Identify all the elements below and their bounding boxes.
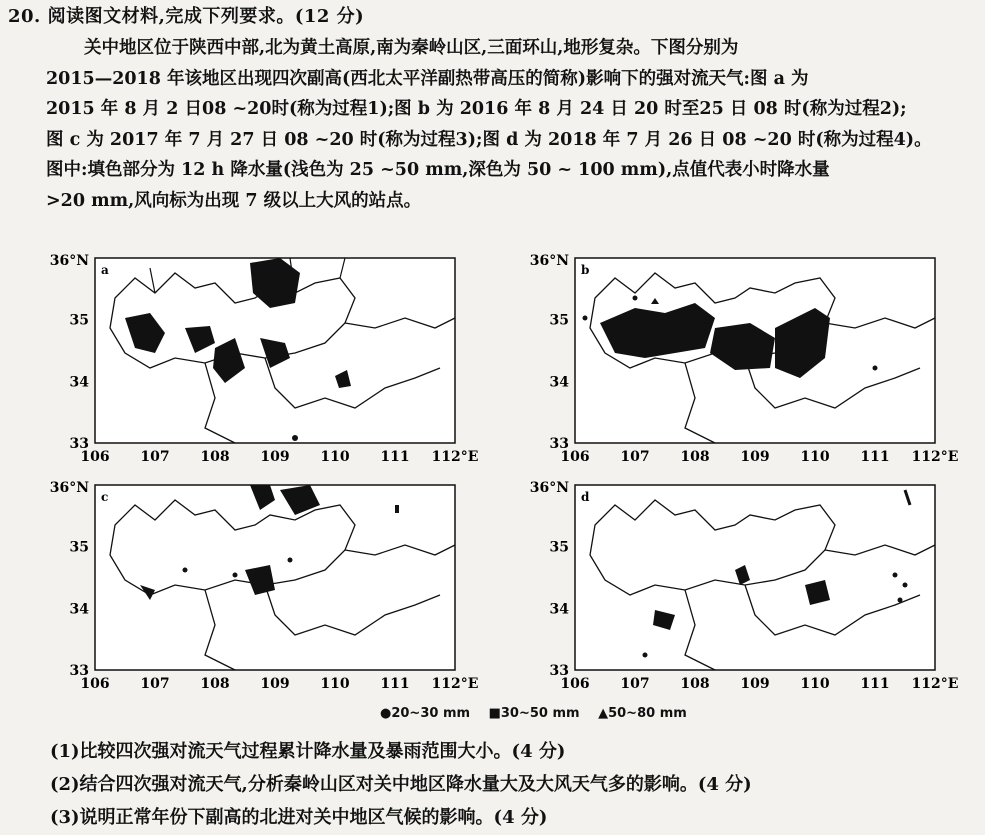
y-tick-label: 34 [549,374,569,391]
subquestion-3: (3)说明正常年份下副高的北进对关中地区气候的影响。(4 分) [50,807,548,828]
x-tick-label: 111 [380,449,410,465]
svg-text:b: b [581,263,590,277]
svg-text:d: d [581,490,590,504]
x-tick-label: 111 [380,676,410,692]
y-tick-label: 34 [69,374,89,391]
x-tick-label: 110 [320,676,350,692]
map-panel-a [95,258,455,443]
y-tick-label: 36°N [49,480,89,496]
map-panel-d [575,485,935,670]
x-tick-label: 106 [80,449,110,465]
y-tick-label: 34 [69,601,89,618]
y-tick-label: 36°N [49,253,89,269]
x-tick-label: 107 [140,449,170,465]
x-tick-label: 108 [200,676,230,692]
paragraph-line: 2015—2018 年该地区出现四次副高(西北太平洋副热带高压的简称)影响下的强对流天气:图 a 为 [46,68,809,89]
legend-item: ■30~50 mm [488,706,580,721]
x-tick-label: 112°E [431,449,479,465]
y-tick-label: 34 [549,601,569,618]
x-tick-label: 108 [680,449,710,465]
y-tick-label: 35 [549,312,569,329]
y-tick-label: 33 [69,663,89,679]
question-paragraph [46,33,976,216]
legend-item: ●20~30 mm [380,706,471,721]
x-tick-label: 112°E [911,676,959,692]
x-tick-label: 112°E [431,676,479,692]
y-tick-label: 36°N [529,480,569,496]
y-tick-label: 35 [69,312,89,329]
legend-item: ▲50~80 mm [598,706,687,721]
paragraph-line: 2015 年 8 月 2 日08 ~20时(称为过程1);图 b 为 2016 年 8 月 24 日 20 时至25 日 08 时(称为过程2); [46,99,907,119]
x-tick-label: 109 [740,449,770,465]
x-tick-label: 110 [800,676,830,692]
x-tick-label: 111 [860,676,890,692]
subquestion-2: (2)结合四次强对流天气,分析秦岭山区对关中地区降水量大及大风天气多的影响。(4 分) [50,774,752,795]
x-tick-label: 106 [560,676,590,692]
x-tick-label: 107 [620,449,650,465]
x-tick-label: 108 [200,449,230,465]
precipitation-maps [0,240,985,740]
paragraph-line: >20 mm,风向标为出现 7 级以上大风的站点。 [46,190,422,211]
x-tick-label: 112°E [911,449,959,465]
x-tick-label: 108 [680,676,710,692]
x-tick-label: 111 [860,449,890,465]
map-panel-c [95,485,455,670]
x-tick-label: 106 [560,449,590,465]
x-tick-label: 109 [740,676,770,692]
svg-text:c: c [101,490,109,504]
y-tick-label: 35 [69,539,89,556]
paragraph-line: 图中:填色部分为 12 h 降水量(浅色为 25 ~50 mm,深色为 50 ~ 100 mm),点值代表小时降水量 [46,160,830,180]
y-tick-label: 33 [69,436,89,452]
y-tick-label: 36°N [529,253,569,269]
paragraph-line: 关中地区位于陕西中部,北为黄土高原,南为秦岭山区,三面环山,地形复杂。下图分别为 [84,38,739,58]
x-tick-label: 109 [260,449,290,465]
question-header: 20. 阅读图文材料,完成下列要求。(12 分) [8,6,365,27]
y-tick-label: 35 [549,539,569,556]
x-tick-label: 109 [260,676,290,692]
svg-text:a: a [101,263,109,277]
map-panel-b [575,258,935,443]
map-legend [380,706,701,721]
x-tick-label: 106 [80,676,110,692]
x-tick-label: 107 [140,676,170,692]
y-tick-label: 33 [549,663,569,679]
y-tick-label: 33 [549,436,569,452]
paragraph-line: 图 c 为 2017 年 7 月 27 日 08 ~20 时(称为过程3);图 d 为 2018 年 7 月 26 日 08 ~20 时(称为过程4)。 [46,129,932,150]
x-tick-label: 110 [320,449,350,465]
x-tick-label: 110 [800,449,830,465]
x-tick-label: 107 [620,676,650,692]
subquestion-1: (1)比较四次强对流天气过程累计降水量及暴雨范围大小。(4 分) [50,741,566,762]
